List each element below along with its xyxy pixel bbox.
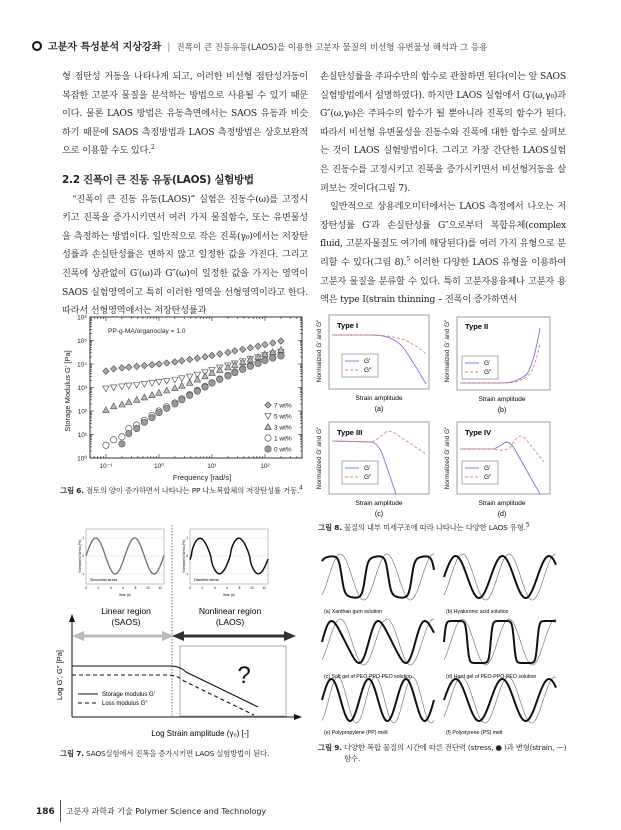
panel-type-4 bbox=[444, 422, 550, 518]
panel-type-label: Type II bbox=[465, 322, 489, 331]
inset-label: Distorted stress bbox=[194, 578, 219, 582]
inset-y-tick: -1 bbox=[185, 572, 188, 577]
figure8-diagram bbox=[312, 308, 612, 523]
inset-label: Sinusoidal stress bbox=[90, 578, 118, 582]
paragraph: 손실탄성률을 주파수만의 함수로 관찰하면 된다(이는 앞 SAOS 실험방법에서 설명하였다). 하지만 LAOS 실험에서 G′(ω,γ₀)과 G″(ω,γ₀)은 주파수의 함수가 될 뿐아니라 진폭의 함수가 된다. 따라서 비선형 유변물성을 진동수와 진폭에 대한 함수로 살펴보는 것이 LAOS 실험방법이다. 그리고 가장 간단한 LAOS실험은 진동수를 고정시키고 진폭을 증가시키면서 비선형거동을 살펴보는 것이다(그림 7). bbox=[320, 71, 566, 194]
data-point bbox=[110, 437, 116, 443]
data-point bbox=[119, 434, 125, 440]
strain-curve bbox=[322, 619, 434, 665]
figure6-chart bbox=[50, 308, 312, 483]
inset-x-tick: 12 bbox=[158, 586, 163, 590]
panel-ylabel: Normalized G′ and G″ bbox=[444, 319, 451, 383]
legend-g-double-prime: G″ bbox=[364, 367, 372, 374]
x-axis-arrow-icon bbox=[294, 714, 302, 720]
legend-g-prime: G′ bbox=[364, 465, 371, 472]
legend-marker bbox=[265, 435, 271, 441]
data-point bbox=[163, 405, 169, 411]
inset-x-tick: 4 bbox=[109, 586, 112, 590]
inset-sinusoidal bbox=[78, 529, 164, 597]
caption-label: 그림 6. bbox=[60, 486, 84, 495]
data-point bbox=[172, 401, 178, 407]
panel-sub-label: (a) bbox=[374, 406, 384, 413]
panel-xlabel: Strain amplitude bbox=[355, 395, 403, 402]
data-point bbox=[239, 366, 245, 372]
legend-entry: 7 wt% bbox=[274, 402, 292, 410]
inset-y-tick: 1 bbox=[186, 536, 188, 541]
data-point bbox=[194, 388, 200, 394]
data-point bbox=[247, 363, 253, 369]
figure6-caption bbox=[60, 485, 303, 496]
data-point bbox=[216, 376, 222, 382]
legend-entry: 3 wt% bbox=[274, 424, 292, 432]
data-point bbox=[278, 353, 284, 359]
inset-x-tick: 0 bbox=[189, 586, 191, 590]
stress-curve bbox=[322, 621, 434, 663]
stress-curve bbox=[444, 679, 556, 721]
legend-g-prime: G′ bbox=[484, 465, 491, 472]
figure9-diagram bbox=[318, 550, 613, 742]
stress-curve bbox=[444, 556, 556, 598]
data-point bbox=[225, 373, 231, 379]
legend-g-prime: G′ bbox=[364, 358, 371, 365]
unknown-region-box bbox=[180, 646, 286, 716]
figure7-caption bbox=[60, 748, 269, 759]
bullet-ring-icon bbox=[32, 41, 42, 51]
inset-x-tick: 10 bbox=[250, 586, 254, 590]
article-title: 진폭이 큰 진동유동(LAOS)을 이용한 고분자 물질의 비선형 유변물성 해석과 그 응용 bbox=[176, 43, 488, 53]
panel-type-1 bbox=[316, 315, 429, 413]
nonlinear-arrow bbox=[172, 631, 296, 641]
panel-ylabel: Normalized G′ and G″ bbox=[444, 426, 451, 490]
legend bbox=[78, 692, 156, 707]
data-point bbox=[186, 392, 192, 398]
panel-label: (e) Polypropylene (PP) melt bbox=[324, 730, 388, 736]
inset-y-tick: -1 bbox=[81, 572, 84, 577]
inset-x-tick: 8 bbox=[238, 586, 241, 590]
panel-type-2 bbox=[444, 317, 550, 414]
legend-entry: 1 wt% bbox=[274, 435, 292, 443]
inset-x-tick: 6 bbox=[226, 586, 229, 590]
question-mark: ? bbox=[237, 662, 251, 689]
chart-area bbox=[77, 315, 302, 471]
caption-label: 그림 7. bbox=[60, 749, 84, 758]
panel-label: (a) Xanthan gum solution bbox=[324, 609, 382, 615]
y-tick-label: 10⁶ bbox=[77, 314, 87, 322]
legend bbox=[462, 461, 498, 484]
data-point bbox=[179, 397, 185, 403]
caption-text: 물질의 내부 미세구조에 따라 나타나는 다양한 LAOS 유형. bbox=[343, 523, 526, 532]
inset-y-tick: 0 bbox=[186, 554, 188, 559]
inset-x-tick: 8 bbox=[134, 586, 137, 590]
data-point bbox=[141, 419, 147, 425]
data-point bbox=[202, 384, 208, 390]
legend-entry: 5 wt% bbox=[274, 413, 292, 421]
x-tick-label: 10² bbox=[260, 463, 270, 470]
y-tick-label: 10⁰ bbox=[77, 455, 87, 463]
paragraph-text: 형 점탄성 거동을 나타나게 되고, 이러한 비선형 점탄성거동이 복잡한 고분자 물질을 분석하는 방법으로 사용될 수 있기 때문이다. 물론 LAOS 방법은 유동측면에서는 SAOS 유동과 비슷하기 때문에 SAOS 측정방법과 LAOS 측정방법은 상호보완적으로 이용할 수도 있다. bbox=[62, 71, 308, 157]
legend-loss: Loss modulus G″ bbox=[102, 701, 148, 707]
data-point bbox=[209, 380, 215, 386]
y-axis-label: Log G′, G″ [Pa] bbox=[55, 650, 64, 700]
inset-x-tick: 12 bbox=[262, 586, 267, 590]
data-point bbox=[232, 369, 238, 375]
data-point bbox=[149, 414, 155, 420]
inset-x-tick: 6 bbox=[122, 586, 125, 590]
data-point bbox=[255, 360, 261, 366]
panel-xlabel: Strain amplitude bbox=[355, 500, 403, 507]
inset-x-tick: 2 bbox=[201, 586, 204, 590]
data-point bbox=[126, 430, 132, 436]
caption-text: 점토의 양이 증가하면서 나타나는 PP 나노복합체의 저장탄성률 거동. bbox=[85, 486, 300, 495]
inset-y-tick: 0 bbox=[82, 554, 84, 559]
y-axis-label: Storage Modulus G' [Pa] bbox=[63, 350, 72, 432]
y-tick-label: 10¹ bbox=[77, 432, 87, 439]
waveform-panel bbox=[444, 554, 556, 600]
paragraph bbox=[62, 68, 308, 161]
legend-entry: 0 wt% bbox=[274, 446, 292, 454]
caption-text: 다양한 복합 물질의 시간에 따른 전단력 (stress, ● )과 변형(strain, —) 함수. bbox=[343, 743, 567, 763]
x-axis-label: Log Strain amplitude (γ₀) [-] bbox=[151, 729, 249, 738]
stress-curve bbox=[322, 679, 434, 721]
legend-storage: Storage modulus G′ bbox=[102, 692, 155, 698]
reference-marker: 4 bbox=[299, 484, 303, 492]
footer-divider bbox=[60, 800, 61, 822]
inset-x-tick: 2 bbox=[97, 586, 100, 590]
journal-name: 고분자 과학과 기술 Polymer Science and Technology bbox=[65, 807, 267, 816]
figure9-caption bbox=[318, 742, 572, 764]
inset-y-tick: 1 bbox=[82, 536, 84, 541]
reference-marker: 5 bbox=[525, 521, 530, 529]
series-title: 고분자 특성분석 지상강좌 bbox=[48, 42, 162, 53]
y-tick-label: 10² bbox=[77, 408, 87, 416]
panel-type-label: Type III bbox=[337, 428, 363, 437]
legend-g-double-prime: G″ bbox=[484, 369, 492, 376]
nonlinear-region-sub: (LAOS) bbox=[215, 617, 245, 627]
panel-xlabel: Strain amplitude bbox=[478, 396, 526, 403]
panel-ylabel: Normalized G′ and G″ bbox=[316, 426, 323, 490]
inset-ylabel: Normalized Stress (Pa) bbox=[182, 539, 186, 573]
legend bbox=[342, 354, 378, 377]
y-tick-label: 10⁵ bbox=[77, 338, 87, 345]
panel-type-label: Type IV bbox=[465, 428, 492, 437]
waveform-panels bbox=[322, 554, 556, 723]
data-point bbox=[262, 357, 268, 363]
inset-x-tick: 4 bbox=[213, 586, 216, 590]
section-heading: 2.2 진폭이 큰 진동 유동(LAOS) 실험방법 bbox=[62, 173, 254, 186]
panel-sub-label: (d) bbox=[497, 511, 507, 518]
caption-label: 그림 8. bbox=[318, 523, 342, 532]
x-tick-label: 10⁰ bbox=[154, 463, 164, 470]
panel-label: (b) Hyaluronic acid solution bbox=[446, 609, 509, 615]
waveform-panel bbox=[444, 619, 556, 665]
y-axis-arrow-icon bbox=[69, 614, 75, 622]
stress-curve bbox=[444, 621, 556, 663]
legend bbox=[342, 461, 378, 484]
linear-region-label: Linear region bbox=[101, 606, 151, 616]
panel-sub-label: (c) bbox=[374, 511, 384, 518]
waveform-panel bbox=[322, 619, 434, 665]
paragraph bbox=[320, 198, 566, 310]
panel-ylabel: Normalized G′ and G″ bbox=[316, 319, 323, 383]
data-point bbox=[103, 442, 109, 448]
nonlinear-region-label: Nonlinear region bbox=[198, 606, 262, 616]
paragraph-text: 이러한 다양한 LAOS 유형을 이용하여 고분자 물질을 분류할 수 있다. 특히 고분자용융체나 고분자 용액은 type I(strain thinning – 진폭이 증가하면서 bbox=[320, 256, 567, 306]
chart-annotation: PP-g-MA/organoclay = 1.0 bbox=[108, 328, 186, 335]
data-point bbox=[119, 441, 125, 447]
waveform-panel bbox=[322, 677, 434, 723]
inset-distorted bbox=[182, 529, 268, 597]
data-point bbox=[133, 425, 139, 431]
legend bbox=[462, 356, 498, 379]
panel-type-label: Type I bbox=[337, 321, 359, 330]
panel-type-3 bbox=[316, 422, 429, 518]
legend-g-prime: G′ bbox=[484, 360, 491, 367]
header-separator: | bbox=[167, 42, 171, 53]
panel-label: (c) Soft gel of PEO-PPO-PEO solution bbox=[324, 674, 412, 680]
y-tick-label: 10⁴ bbox=[76, 361, 87, 369]
linear-region-sub: (SAOS) bbox=[111, 617, 141, 627]
running-header bbox=[32, 38, 487, 53]
panel-sub-label: (b) bbox=[497, 407, 507, 414]
panel-label: (d) Hard gel of PEO-PPO-PEO solution bbox=[446, 674, 537, 680]
page-footer bbox=[36, 800, 266, 822]
caption-text: SAOS실험에서 진폭을 증가시키면 LAOS 실험방법이 된다. bbox=[85, 749, 270, 758]
inset-x-tick: 10 bbox=[146, 586, 150, 590]
reference-marker: 5 bbox=[406, 255, 410, 263]
paragraph: “진폭이 큰 진동 유동(LAOS)” 실험은 진동수(ω)를 고정시키고 진폭을 증가시키면서 여러 가지 물질함수, 또는 유변물성을 측정하는 방법이다. 일반적으로 작은 진폭(γ₀)에서는 저장탄성률과 손실탄성률은 변하지 않고 일정한 값을 가진다. 그리고 진폭에 상관없이 G′(ω)과 G″(ω)이 일정한 값을 가지는 영역이 SAOS 실험영역이고 특히 이러한 영역을 선형영역이라고 한다. 따라서 선형영역에서는 저장탄성률과 bbox=[62, 193, 308, 317]
legend-g-double-prime: G″ bbox=[484, 474, 492, 481]
inset-x-tick: 0 bbox=[85, 586, 87, 590]
inset-ylabel: Normalized Stress (Pa) bbox=[78, 539, 82, 573]
waveform-panel bbox=[444, 677, 556, 723]
y-tick-label: 10³ bbox=[77, 385, 87, 392]
linear-arrow bbox=[72, 631, 174, 641]
x-tick-label: 10⁻¹ bbox=[99, 463, 113, 470]
legend-g-double-prime: G″ bbox=[364, 474, 372, 481]
right-column-text bbox=[320, 68, 566, 310]
x-axis-label: Frequency [rad/s] bbox=[172, 473, 232, 482]
figure7-diagram bbox=[44, 525, 310, 747]
panel-label: (f) Polystyrene (PS) melt bbox=[446, 730, 503, 736]
caption-label: 그림 9. bbox=[318, 743, 342, 752]
legend-marker bbox=[265, 446, 271, 452]
figure8-caption bbox=[318, 522, 529, 533]
reference-marker: 2 bbox=[150, 144, 155, 152]
paragraph-text: 일반적으로 상용레오미터에서는 LAOS 측정에서 나오는 저장탄성률 G′과 손실탄성률 G″으로부터 복합유체(complex fluid, 고분자물질도 여기에 해당된다)를 여러 가지 유형으로 분리할 수 있다(그림 8). bbox=[320, 201, 566, 268]
data-point bbox=[156, 409, 162, 415]
panel-xlabel: Strain amplitude bbox=[478, 500, 526, 507]
data-point bbox=[269, 355, 275, 361]
waveform-panel bbox=[322, 554, 434, 600]
inset-xlabel: time (s) bbox=[119, 593, 131, 597]
page-number: 186 bbox=[36, 807, 55, 817]
x-tick-label: 10¹ bbox=[207, 463, 217, 470]
inset-xlabel: time (s) bbox=[223, 593, 235, 597]
left-column-text bbox=[62, 68, 308, 321]
